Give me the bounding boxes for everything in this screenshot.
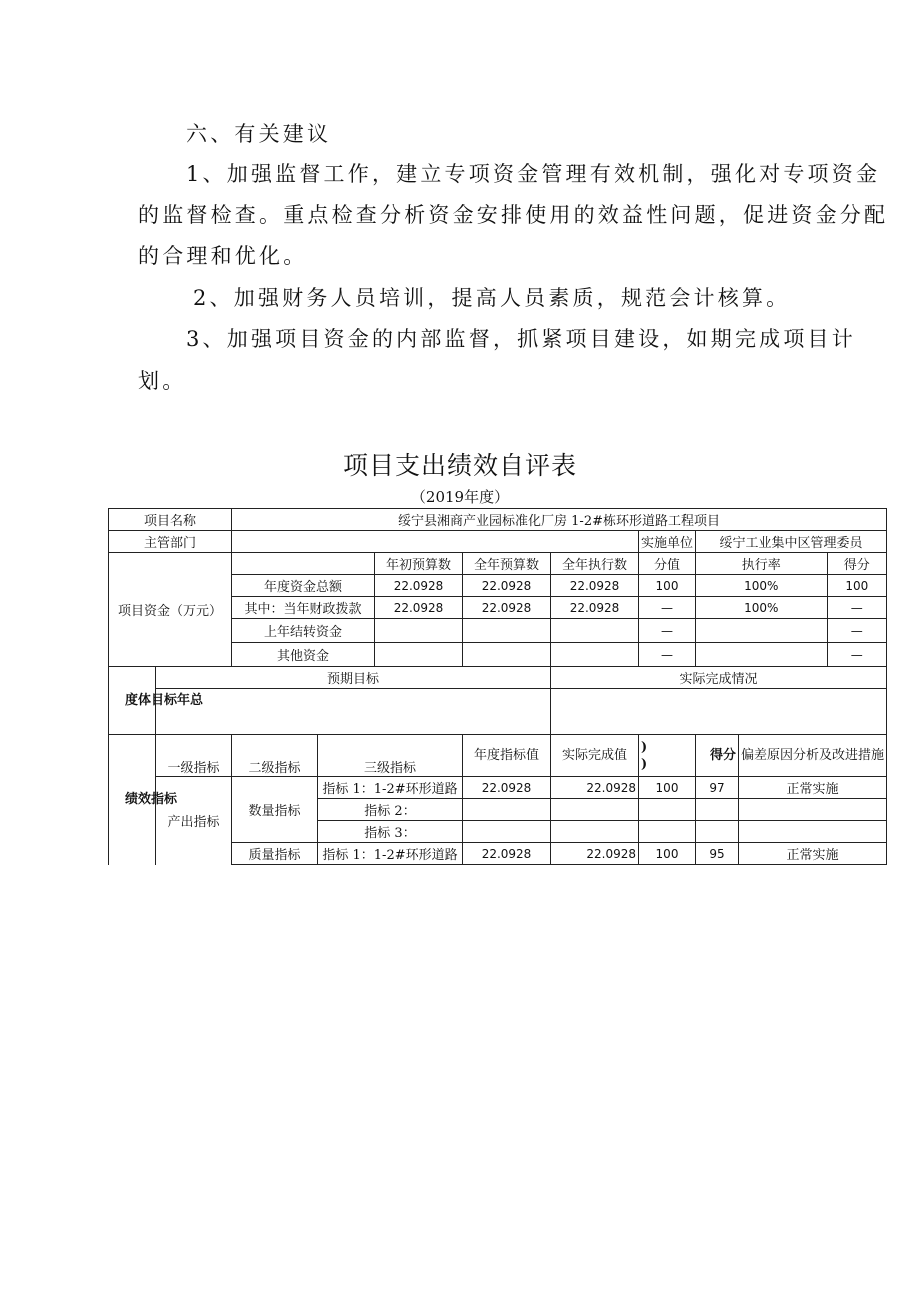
suggestion-2: 2、加强财务人员培训，提高人员素质，规范会计核算。 [193,286,791,310]
funds-rate [696,643,828,667]
funds-row-label: 年度资金总额 [232,575,375,597]
funds-rate [696,619,828,643]
dept-value [232,531,639,553]
quantity-label: 数量指标 [232,777,318,843]
perf-score-value: 100 [639,843,696,865]
suggestion-1-line-2: 的监督检查。重点检查分析资金安排使用的效益性问题，促进资金分配 [138,203,889,227]
perf-deviation [739,821,887,843]
row-project-name [109,509,887,531]
perf-header-score-value: ) ) [639,735,696,777]
perf-actual: 22.0928 [551,777,639,799]
funds-annual: 22.0928 [463,575,551,597]
perf-header-annual-target: 年度指标值 [463,735,551,777]
perf-score [696,821,739,843]
perf-actual [551,799,639,821]
perf-header-deviation: 偏差原因分析及改进措施 [739,735,887,777]
perf-header-level1: 一级指标 [156,735,232,777]
funds-score-value: 100 [639,575,696,597]
goal-side-label-text: 度体目标年总 [125,693,204,708]
row-department [109,531,887,553]
perf-indicator: 指标 2： [318,799,463,821]
perf-score: 97 [696,777,739,799]
perf-deviation: 正常实施 [739,843,887,865]
perf-score-value: 100 [639,777,696,799]
perf-score-value [639,821,696,843]
section-heading: 六、有关建议 [186,122,332,146]
funds-row-label: 上年结转资金 [232,619,375,643]
performance-table [108,508,887,865]
perf-row-quantity-1 [109,777,887,799]
funds-executed: 22.0928 [551,575,639,597]
suggestion-3-line-2: 划。 [138,369,187,393]
goal-side-label [109,667,204,735]
dept-label: 主管部门 [109,531,232,553]
funds-score: — [827,643,886,667]
goal-expected-value [156,689,551,735]
funds-initial [375,643,463,667]
perf-target: 22.0928 [463,843,551,865]
perf-indicator: 指标 1：1-2#环形道路 [318,843,463,865]
funds-header-score: 得分 [827,553,886,575]
quality-label: 质量指标 [232,843,318,865]
funds-score-value: — [639,597,696,619]
funds-score: — [827,619,886,643]
funds-header-score-value: 分值 [639,553,696,575]
funds-header-annual: 全年预算数 [463,553,551,575]
funds-header-executed: 全年执行数 [551,553,639,575]
goal-actual-value [551,689,887,735]
funds-score: — [827,597,886,619]
suggestion-3-line-1: 3、加强项目资金的内部监督，抓紧项目建设，如期完成项目计 [186,327,856,351]
funds-initial: 22.0928 [375,575,463,597]
perf-header-score [696,735,739,777]
perf-header-level2: 二级指标 [232,735,318,777]
funds-initial [375,619,463,643]
perf-target: 22.0928 [463,777,551,799]
goal-actual-label: 实际完成情况 [551,667,887,689]
funds-executed [551,643,639,667]
goal-header-row [109,667,887,689]
form-year: （2019年度） [410,488,510,506]
perf-header-score-text: 得分 [710,748,737,763]
funds-row-label: 其他资金 [232,643,375,667]
funds-label: 项目资金（万元） [109,553,232,667]
funds-header-blank [232,553,375,575]
perf-header-actual-value: 实际完成值 [551,735,639,777]
funds-executed: 22.0928 [551,597,639,619]
funds-initial: 22.0928 [375,597,463,619]
suggestion-1-line-1: 1、加强监督工作，建立专项资金管理有效机制，强化对专项资金 [186,162,881,186]
funds-rate: 100% [696,597,828,619]
funds-annual [463,643,551,667]
funds-score-value: — [639,619,696,643]
funds-rate: 100% [696,575,828,597]
impl-unit-value: 绥宁工业集中区管理委员 [696,531,887,553]
perf-side-label-text: 绩效指标 [125,792,178,808]
perf-target [463,799,551,821]
perf-target [463,821,551,843]
perf-actual: 22.0928 [551,843,639,865]
funds-annual [463,619,551,643]
funds-annual: 22.0928 [463,597,551,619]
perf-indicator: 指标 3： [318,821,463,843]
perf-deviation [739,799,887,821]
project-name-value: 绥宁县湘商产业园标准化厂房 1-2#栋环形道路工程项目 [232,509,887,531]
perf-header-level3: 三级指标 [318,735,463,777]
suggestion-1-line-3: 的合理和优化。 [138,244,308,268]
goal-expected-label: 预期目标 [156,667,551,689]
perf-side-label [109,735,178,865]
perf-score-value [639,799,696,821]
output-label: 产出指标 [156,777,232,865]
perf-header-row [109,735,887,777]
goal-content-row [109,689,887,735]
funds-header-row [109,553,887,575]
perf-score [696,799,739,821]
project-name-label: 项目名称 [109,509,232,531]
form-title: 项目支出绩效自评表 [342,451,577,480]
funds-header-rate: 执行率 [696,553,828,575]
perf-score: 95 [696,843,739,865]
funds-score: 100 [827,575,886,597]
impl-unit-label: 实施单位 [639,531,696,553]
perf-indicator: 指标 1：1-2#环形道路 [318,777,463,799]
perf-actual [551,821,639,843]
perf-deviation: 正常实施 [739,777,887,799]
funds-header-initial: 年初预算数 [375,553,463,575]
funds-executed [551,619,639,643]
funds-row-label: 其中：当年财政拨款 [232,597,375,619]
funds-score-value: — [639,643,696,667]
